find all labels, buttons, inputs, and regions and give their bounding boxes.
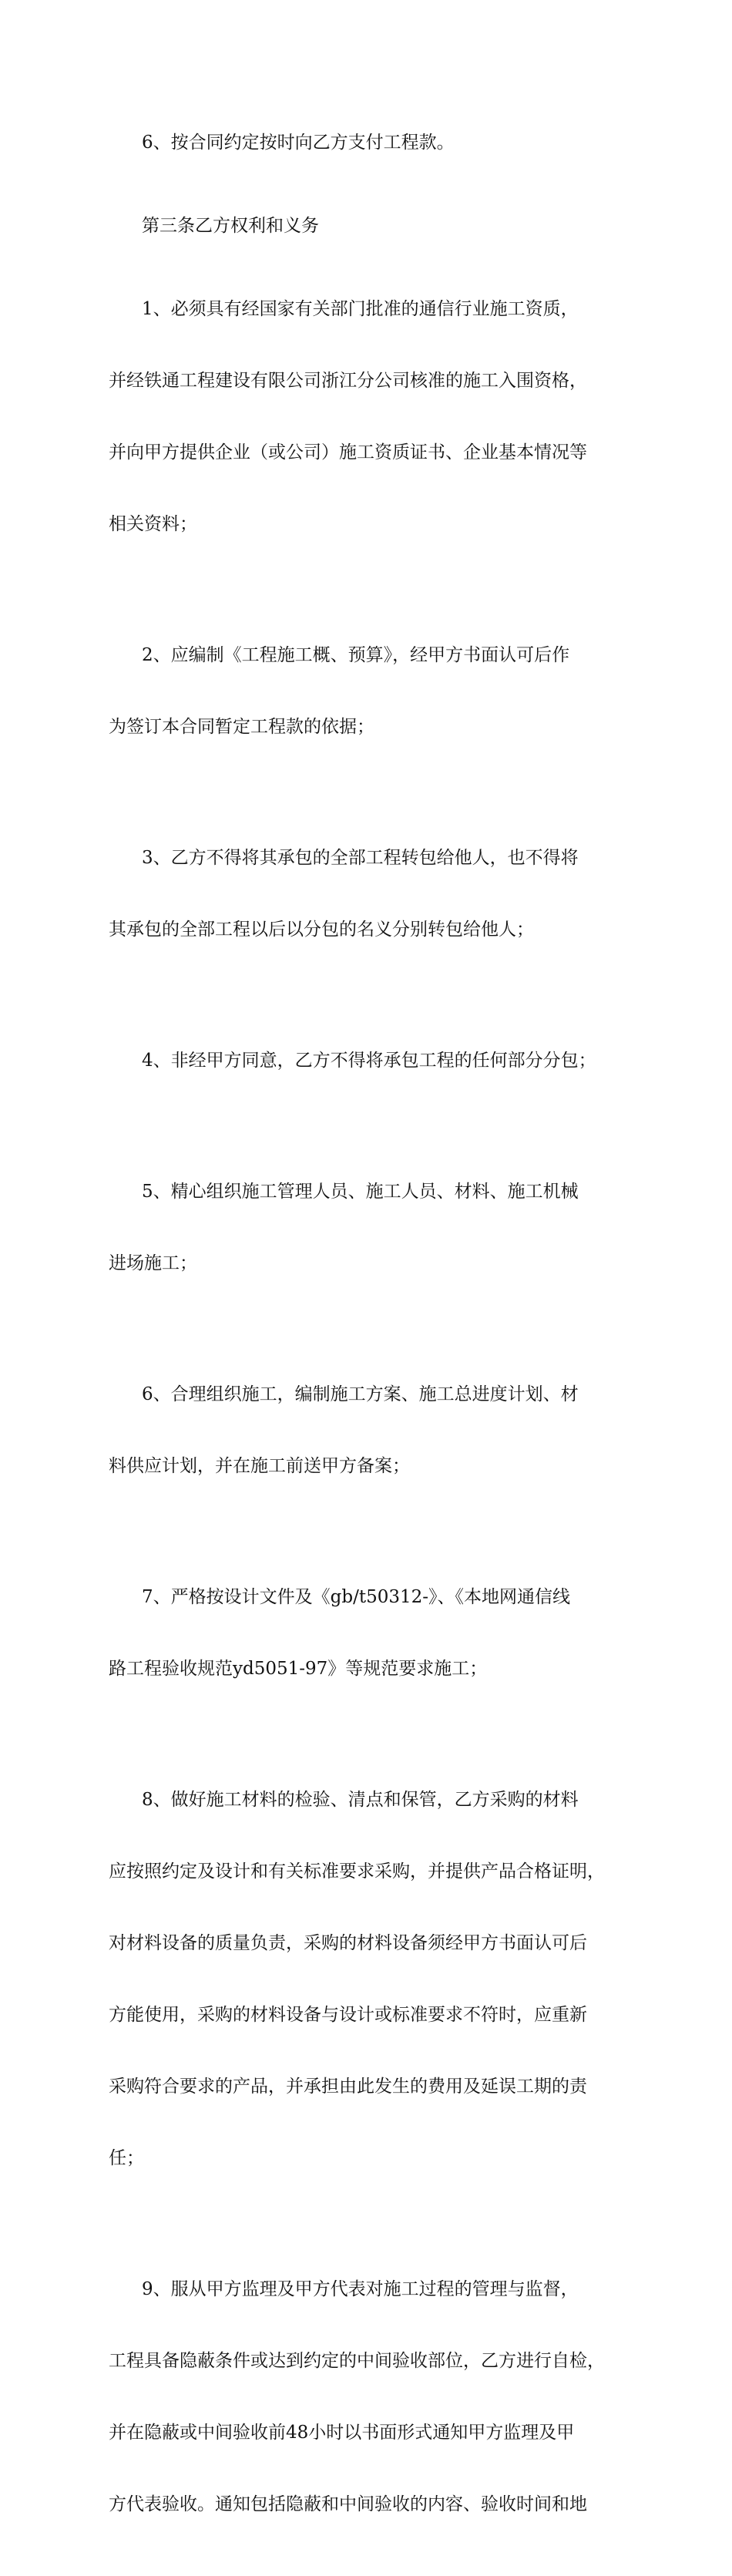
paragraph-item-7 — [109, 1538, 633, 1729]
text-line: 7、严格按设计文件及《gb/t50312-》、《本地网通信线 — [142, 1587, 571, 1607]
text-line: 3、乙方不得将其承包的全部工程转包给他人，也不得将 — [142, 848, 579, 868]
text-line: 并经铁通工程建设有限公司浙江分公司核准的施工入围资格， — [109, 371, 587, 391]
text-line: 并向甲方提供企业（或公司）施工资质证书、企业基本情况等 — [109, 442, 587, 462]
text-line: 为签订本合同暂定工程款的依据； — [109, 717, 374, 737]
text-line: 2、应编制《工程施工概、预算》，经甲方书面认可后作 — [142, 645, 570, 665]
text-line: 9、服从甲方监理及甲方代表对施工过程的管理与监督， — [142, 2279, 579, 2299]
paragraph-item-1 — [109, 250, 633, 584]
text-line: 并在隐蔽或中间验收前48小时以书面形式通知甲方监理及甲 — [109, 2423, 575, 2443]
paragraph-item-6 — [109, 1335, 633, 1526]
paragraph-item-5 — [109, 1132, 633, 1323]
text-line: 方能使用，采购的材料设备与设计或标准要求不符时，应重新 — [109, 2005, 587, 2025]
text-line: 1、必须具有经国家有关部门批准的通信行业施工资质， — [142, 299, 579, 319]
document-body — [109, 83, 633, 2576]
paragraph-item-3 — [109, 799, 633, 990]
text-line: 路工程验收规范yd5051-97》等规范要求施工； — [109, 1659, 488, 1679]
paragraph-item-9 — [109, 2230, 633, 2564]
paragraph-item-4 — [109, 1001, 633, 1121]
article-heading: 第三条乙方权利和义务 — [142, 216, 319, 236]
text-line: 4、非经甲方同意，乙方不得将承包工程的任何部分分包； — [142, 1051, 596, 1071]
text-line: 8、做好施工材料的检验、清点和保管，乙方采购的材料 — [142, 1790, 579, 1810]
text-line: 相关资料； — [109, 514, 197, 534]
text-line: 6、按合同约定按时向乙方支付工程款。 — [142, 133, 455, 153]
text-line: 其承包的全部工程以后以分包的名义分别转包给他人； — [109, 920, 534, 940]
text-line: 对材料设备的质量负责，采购的材料设备须经甲方书面认可后 — [109, 1933, 587, 1953]
paragraph-item-8 — [109, 1740, 633, 2218]
paragraph-item-2 — [109, 596, 633, 787]
text-line: 方代表验收。通知包括隐蔽和中间验收的内容、验收时间和地 — [109, 2494, 587, 2514]
text-line: 应按照约定及设计和有关标准要求采购，并提供产品合格证明， — [109, 1861, 605, 1882]
text-line: 料供应计划，并在施工前送甲方备案； — [109, 1456, 410, 1476]
text-line: 5、精心组织施工管理人员、施工人员、材料、施工机械 — [142, 1182, 579, 1202]
text-line: 采购符合要求的产品，并承担由此发生的费用及延误工期的责 — [109, 2077, 587, 2097]
text-line: 6、合理组织施工，编制施工方案、施工总进度计划、材 — [142, 1384, 579, 1404]
text-line: 进场施工； — [109, 1253, 197, 1273]
text-line: 任； — [109, 2148, 144, 2168]
text-line: 工程具备隐蔽条件或达到约定的中间验收部位，乙方进行自检， — [109, 2351, 605, 2371]
paragraph-party-a-payment — [109, 83, 633, 203]
